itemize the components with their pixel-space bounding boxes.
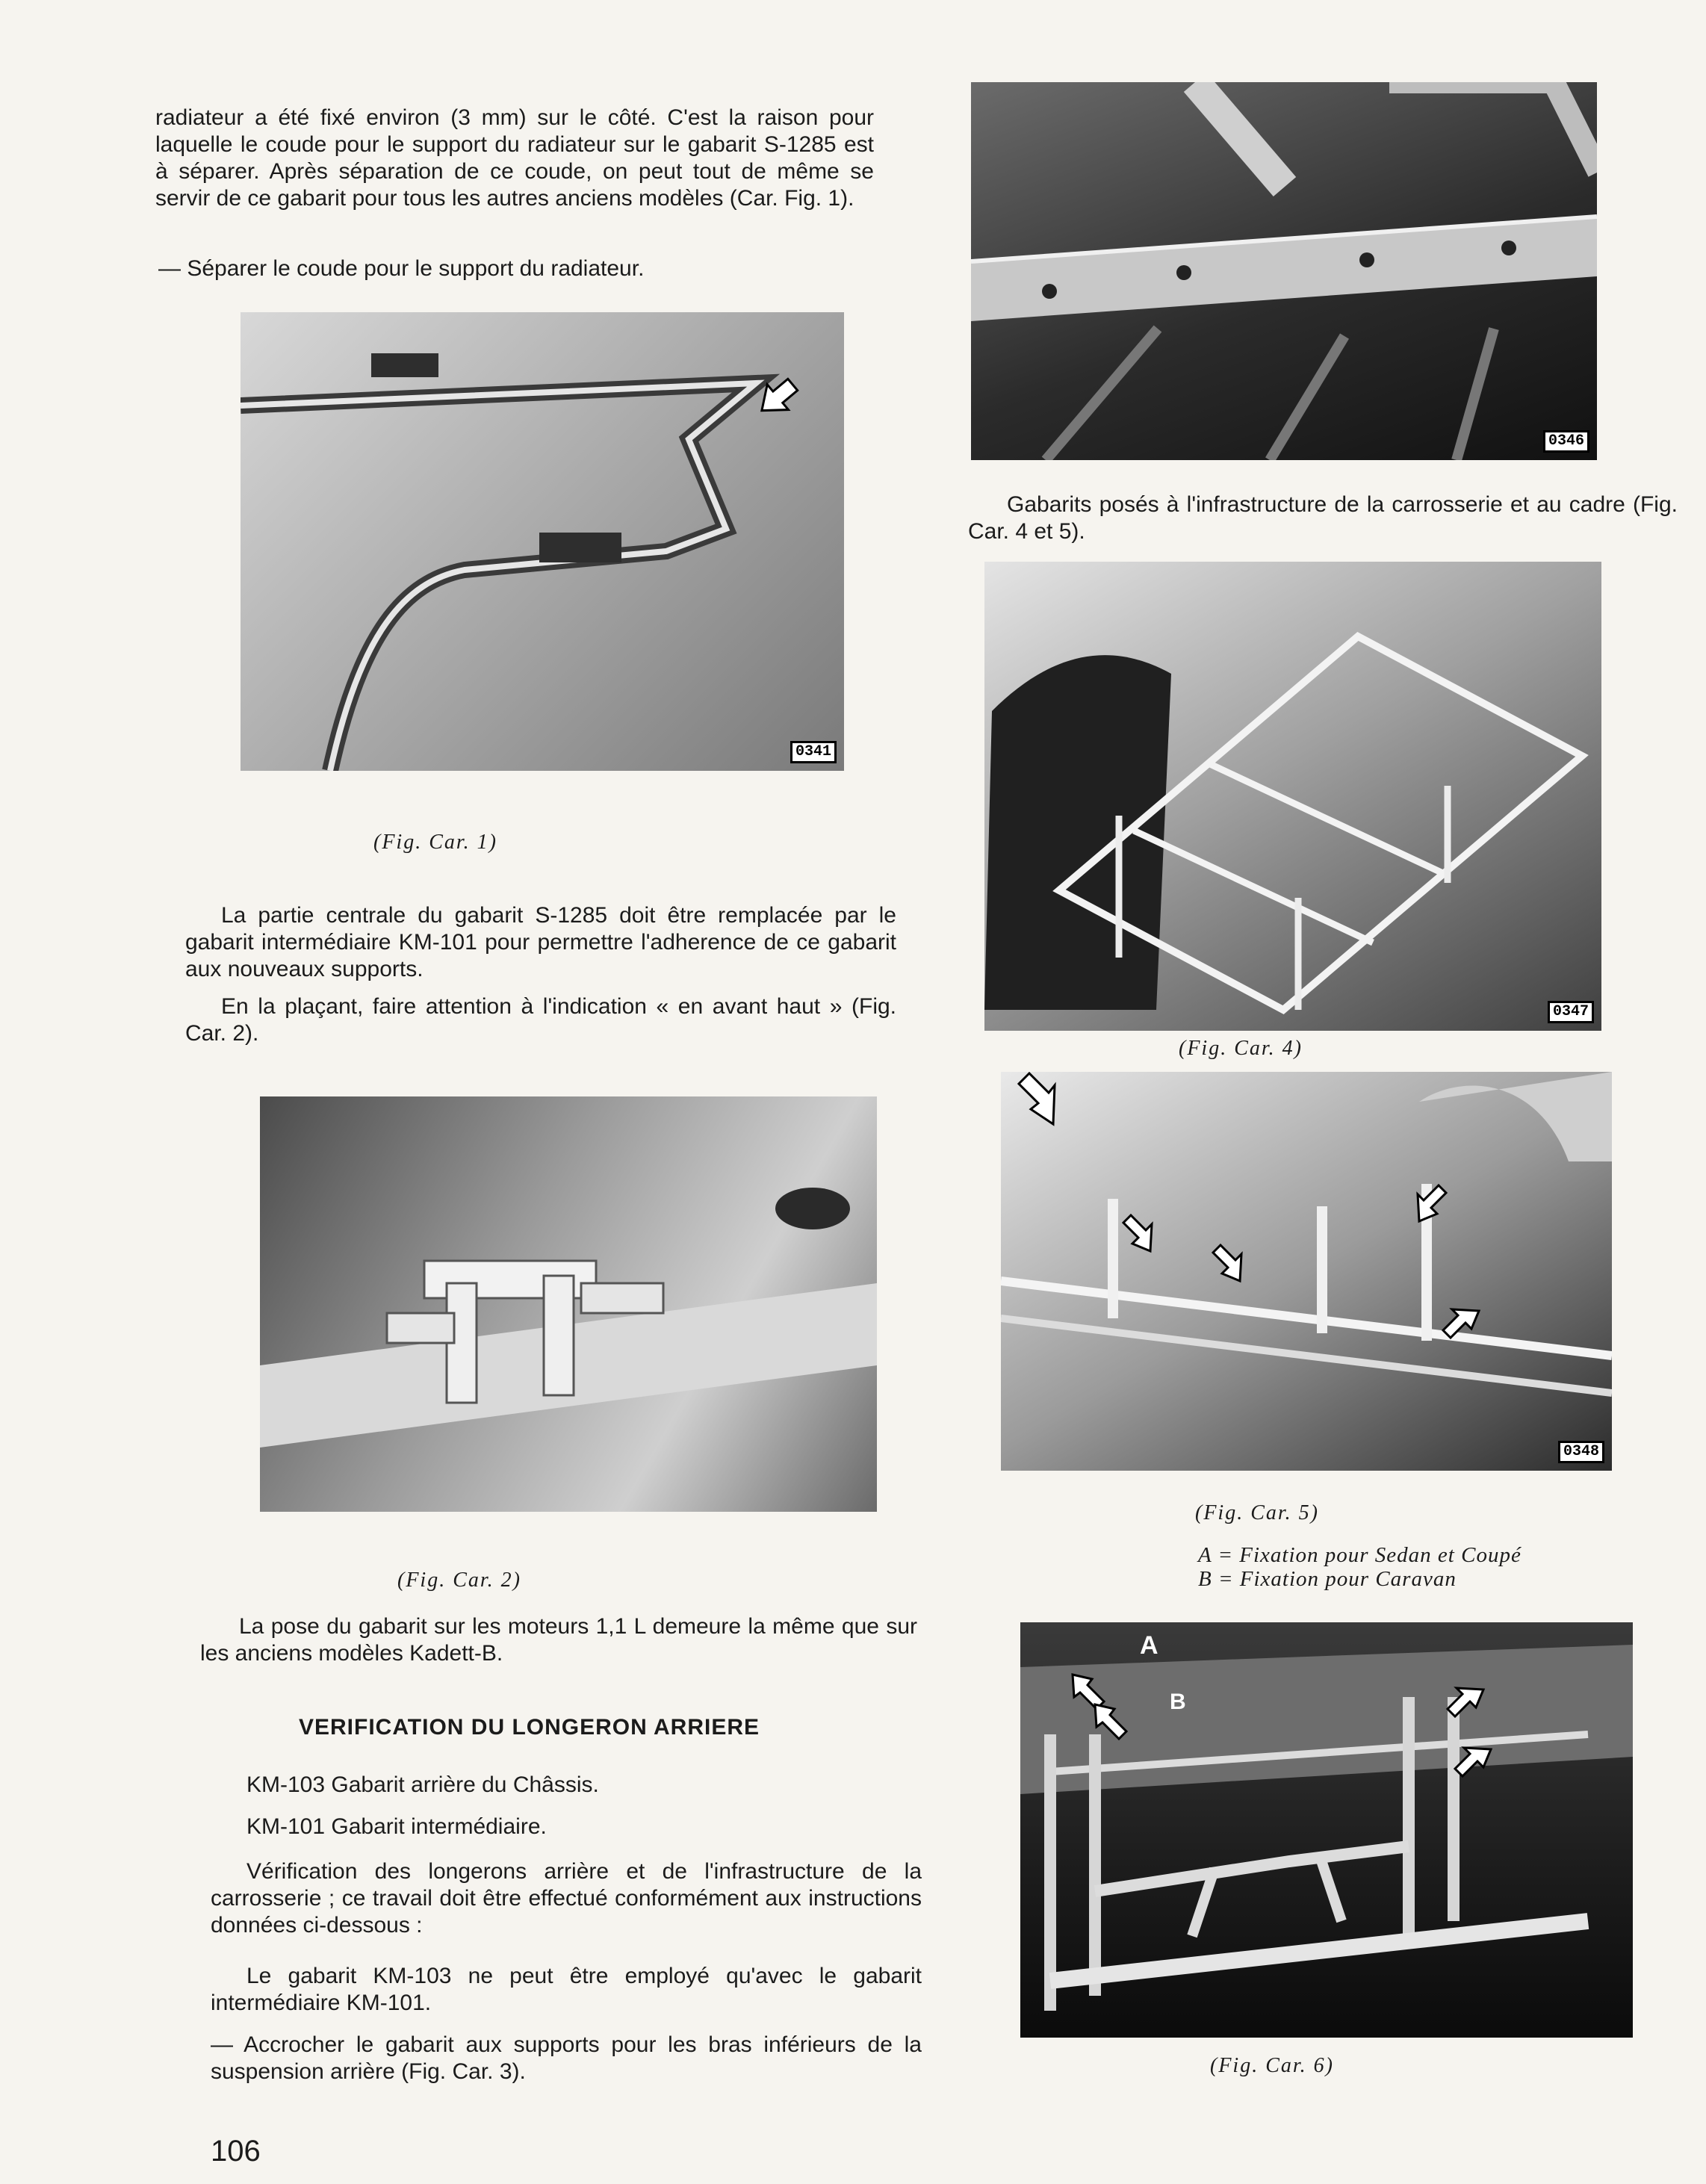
figure-6-caption: (Fig. Car. 6): [1210, 2054, 1334, 2077]
figure-4-caption: (Fig. Car. 4): [1179, 1037, 1303, 1060]
figure-6-label-a: A: [1140, 1631, 1158, 1660]
paragraph-central-part: La partie centrale du gabarit S-1285 doit être remplacée par le gabarit intermédiaire KM-101 pour permettre l'adherence de ce gabarit aux nouveaux supports.: [185, 903, 896, 981]
paragraph-verification: Vérification des longerons arrière et de l'infrastructure de la carrosserie ; ce travail doit être effectué conformément aux instructions données ci-dessous :: [211, 1859, 922, 1938]
page-number: 106: [211, 2135, 261, 2168]
figure-5-caption: (Fig. Car. 5): [1195, 1501, 1319, 1524]
paragraph-placement: En la plaçant, faire attention à l'indication « en avant haut » (Fig. Car. 2).: [185, 994, 896, 1046]
figure-1-tag: 0341: [790, 741, 837, 763]
figure-6-label-b: B: [1170, 1690, 1186, 1714]
figure-4-photo: [984, 562, 1601, 1031]
tool-km-101: KM-101 Gabarit intermédiaire.: [246, 1814, 547, 1839]
figure-1-photo: [241, 312, 844, 771]
section-heading: VERIFICATION DU LONGERON ARRIERE: [299, 1715, 760, 1740]
step-separate-elbow: — Séparer le coude pour le support du radiateur.: [158, 256, 645, 281]
figure-1-caption: (Fig. Car. 1): [373, 831, 497, 854]
paragraph-templates-mounted: Gabarits posés à l'infrastructure de la carrosserie et au cadre (Fig. Car. 4 et 5).: [968, 492, 1678, 544]
figure-5-legend-b: B = Fixation pour Caravan: [1198, 1567, 1457, 1591]
figure-5-legend-a: A = Fixation pour Sedan et Coupé: [1198, 1543, 1522, 1567]
figure-6-photo: [1020, 1622, 1633, 2038]
figure-2-photo: [260, 1096, 877, 1512]
figure-5-photo: [1001, 1072, 1612, 1471]
figure-5-tag: 0348: [1558, 1441, 1604, 1463]
paragraph-engine-1-1l: La pose du gabarit sur les moteurs 1,1 L demeure la même que sur les anciens modèles Kadett-B.: [200, 1614, 917, 1666]
step-hook-template: — Accrocher le gabarit aux supports pour les bras inférieurs de la suspension arrière (Fig. Car. 3).: [211, 2032, 922, 2084]
figure-2-caption: (Fig. Car. 2): [397, 1569, 521, 1592]
figure-4-tag: 0347: [1548, 1001, 1594, 1023]
intro-paragraph: radiateur a été fixé environ (3 mm) sur le côté. C'est la raison pour laquelle le coude pour le support du radiateur sur le gabarit S-1285 est à séparer. Après séparation de ce coude, on peut tout de même se servir de ce gabarit pour tous les autres anciens modèles (Car. Fig. 1).: [155, 105, 874, 211]
figure-3-tag: 0346: [1543, 430, 1589, 453]
figure-3-photo: [971, 82, 1597, 460]
tool-km-103: KM-103 Gabarit arrière du Châssis.: [246, 1772, 599, 1797]
paragraph-km103-usage: Le gabarit KM-103 ne peut être employé qu'avec le gabarit intermédiaire KM-101.: [211, 1964, 922, 2015]
